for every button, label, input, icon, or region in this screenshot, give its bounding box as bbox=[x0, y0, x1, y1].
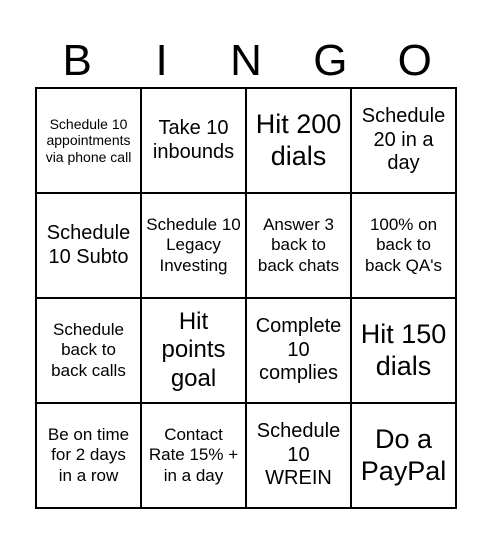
cell-text: Do a PayPal bbox=[360, 423, 447, 486]
header-letter-o: O bbox=[397, 36, 432, 85]
bingo-cell[interactable] bbox=[141, 403, 246, 508]
bingo-cell[interactable] bbox=[141, 193, 246, 298]
bingo-cell[interactable] bbox=[141, 298, 246, 403]
cell-text: Be on time for 2 days in a row bbox=[47, 425, 130, 485]
cell-text: Hit 200 dials bbox=[255, 108, 342, 171]
header-letter-n: N bbox=[230, 36, 262, 85]
bingo-cell[interactable] bbox=[36, 193, 141, 298]
cell-text: Schedule 10 Subto bbox=[46, 221, 131, 268]
cell-text: Schedule 10 Legacy Investing bbox=[146, 215, 241, 275]
cell-text: Contact Rate 15% + in a day bbox=[148, 425, 239, 485]
bingo-cell[interactable] bbox=[351, 88, 456, 193]
bingo-cell[interactable] bbox=[246, 88, 351, 193]
cell-text: Take 10 inbounds bbox=[152, 116, 235, 163]
cell-text: Hit 150 dials bbox=[360, 318, 447, 381]
bingo-cell[interactable] bbox=[246, 403, 351, 508]
cell-text: Schedule 10 appointments via phone call bbox=[45, 115, 132, 165]
cell-text: Schedule back to back calls bbox=[51, 320, 126, 380]
cell-text: Schedule 10 WREIN bbox=[256, 420, 341, 490]
bingo-cell[interactable] bbox=[36, 403, 141, 508]
bingo-cell[interactable] bbox=[351, 193, 456, 298]
cell-text: Answer 3 back to back chats bbox=[257, 215, 340, 275]
bingo-board bbox=[35, 87, 457, 509]
cell-text: Schedule 20 in a day bbox=[361, 105, 446, 175]
bingo-header bbox=[35, 36, 457, 86]
bingo-cell[interactable] bbox=[246, 298, 351, 403]
cell-text: Complete 10 complies bbox=[255, 315, 342, 385]
bingo-cell[interactable] bbox=[36, 88, 141, 193]
bingo-cell[interactable] bbox=[351, 298, 456, 403]
header-letter-g: G bbox=[313, 36, 348, 85]
cell-text: Hit points goal bbox=[161, 308, 226, 392]
bingo-cell[interactable] bbox=[246, 193, 351, 298]
bingo-cell[interactable] bbox=[36, 298, 141, 403]
bingo-cell[interactable] bbox=[141, 88, 246, 193]
cell-text: 100% on back to back QA's bbox=[365, 215, 442, 275]
header-letter-i: I bbox=[155, 36, 168, 85]
bingo-cell[interactable] bbox=[351, 403, 456, 508]
header-letter-b: B bbox=[62, 36, 92, 85]
